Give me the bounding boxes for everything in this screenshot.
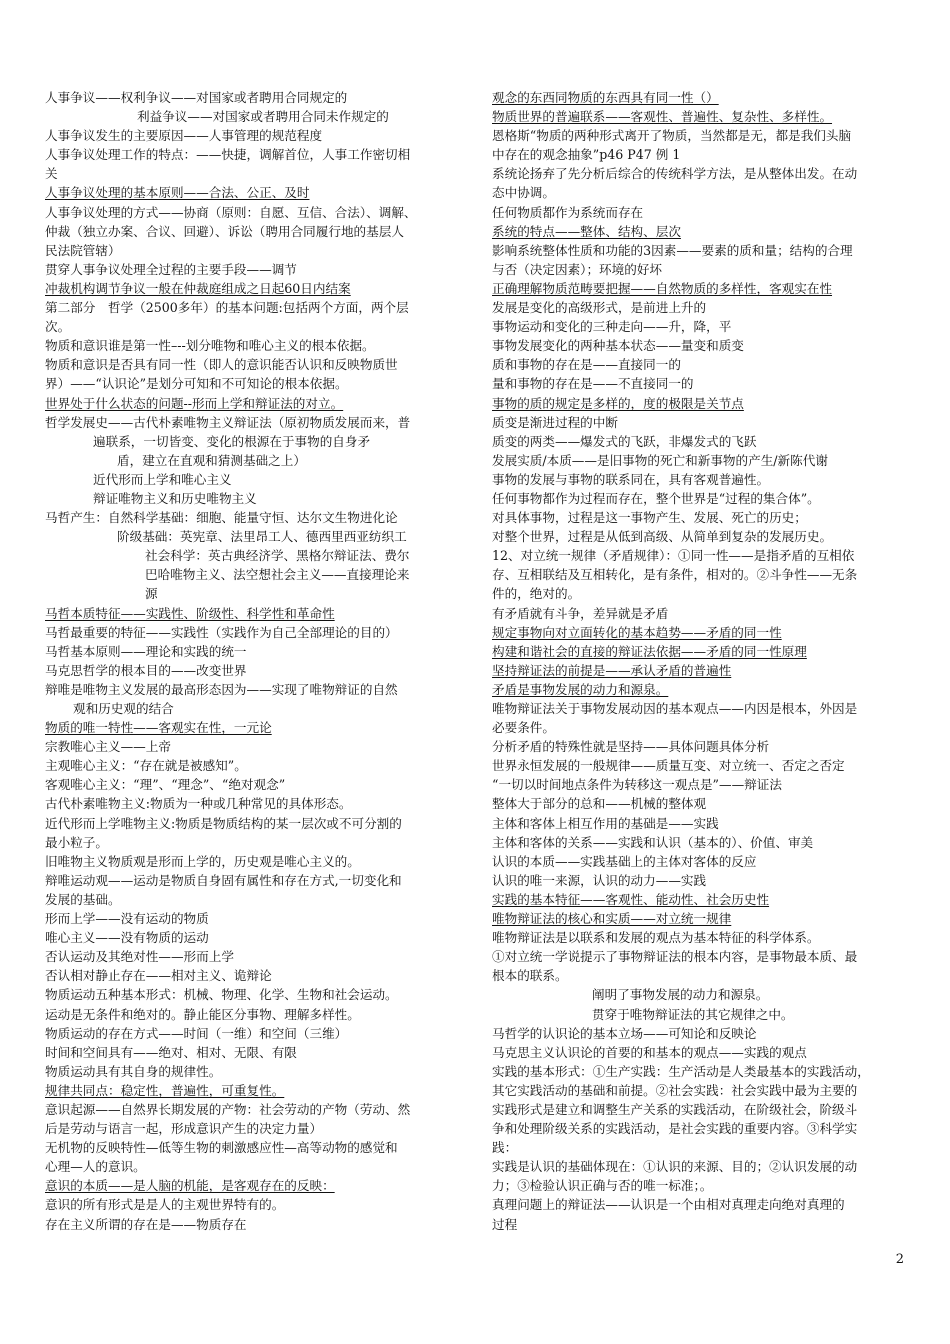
text-line: 人事争议发生的主要原因——人事管理的规范程度 [45, 128, 323, 144]
text-line: 唯心主义——没有物质的运动 [45, 930, 209, 946]
text-line: 系统论扬弃了先分析后综合的传统科学方法，是从整体出发。在动 [492, 166, 858, 182]
text-line: ①对立统一学说提示了事物辩证法的根本内容，是事物最本质、最 [492, 949, 858, 965]
text-line: 质和事物的存在是——直接同一的 [492, 357, 681, 373]
text-line: 马哲最重要的特征——实践性（实践作为自己全部理论的目的） [45, 624, 398, 640]
text-line: 事物运动和变化的三种走向——升，降，平 [492, 319, 732, 335]
text-line: 整体大于部分的总和——机械的整体观 [492, 796, 707, 812]
page-number: 2 [895, 1252, 904, 1267]
text-line: 马哲基本原则——理论和实践的统一 [45, 643, 247, 659]
text-line: 事物发展变化的两种基本状态——量变和质变 [492, 338, 744, 354]
text-line: 意识起源——自然界长期发展的产物：社会劳动的产物（劳动、然 [45, 1101, 411, 1117]
text-line: 分析矛盾的特殊性就是坚持——具体问题具体分析 [492, 739, 770, 755]
text-line: 世界处于什么状态的问题--形而上学和辩证法的对立。 [45, 395, 344, 411]
text-line: 形而上学——没有运动的物质 [45, 911, 209, 927]
text-line: 人事争议处理的基本原则——合法、公正、及时 [45, 185, 310, 201]
text-line: 其它实践活动的基础和前提。②社会实践：社会实践中最为主要的 [492, 1082, 858, 1098]
text-line: 马克思哲学的根本目的——改变世界 [45, 662, 247, 678]
text-line: 任何物质都作为系统而存在 [492, 204, 644, 220]
text-line: 宗教唯心主义——上帝 [45, 739, 171, 755]
text-line: 界）——“认识论”是划分可知和不可知论的根本依据。 [45, 376, 348, 392]
text-line: 矛盾是事物发展的动力和源泉。 [492, 681, 669, 697]
text-line: 贯穿于唯物辩证法的其它规律之中。 [592, 1006, 794, 1022]
text-line: 实践是认识的基础体现在：①认识的来源、目的；②认识发展的动 [492, 1159, 858, 1175]
text-line: 过程 [492, 1216, 518, 1232]
text-line: 民法院管辖） [45, 242, 121, 258]
text-line: 主体和客体上相互作用的基础是——实践 [492, 815, 719, 831]
text-line: 人事争议处理工作的特点：——快捷，调解首位，人事工作密切相 [45, 147, 411, 163]
text-line: 次。 [45, 319, 71, 335]
text-line: 规定事物向对立面转化的基本趋势——矛盾的同一性 [492, 624, 782, 640]
text-line: 有矛盾就有斗争，差异就是矛盾 [492, 605, 669, 621]
text-line: 物质运动五种基本形式：机械、物理、化学、生物和社会运动。 [45, 987, 398, 1003]
text-line: 唯物辩证法是以联系和发展的观点为基本特征的科学体系。 [492, 930, 820, 946]
text-line: 巴哈唯物主义、法空想社会主义——直接理论来 [145, 567, 410, 583]
text-line: 存在主义所谓的存在是——物质存在 [45, 1216, 247, 1232]
text-line: 量和事物的存在是——不直接同一的 [492, 376, 694, 392]
text-line: 事物的发展与事物的联系同在，具有客观普遍性。 [492, 471, 770, 487]
text-line: 阐明了事物发展的动力和源泉。 [592, 987, 769, 1003]
text-line: 运动是无条件和绝对的。静止能区分事物、理解多样性。 [45, 1006, 360, 1022]
text-line: 世界永恒发展的一般规律——质量互变、对立统一、否定之否定 [492, 758, 845, 774]
text-line: 唯物辩证法关于事物发展动因的基本观点——内因是根本，外因是 [492, 701, 858, 716]
text-line: 实践的基本特征——客观性、能动性、社会历史性 [492, 891, 770, 907]
text-line: 唯物辩证法的核心和实质——对立统一规律 [492, 911, 732, 927]
text-line: 件的，绝对的。 [492, 586, 581, 602]
text-line: 坚持辩证法的前提是——承认矛盾的普遍性 [492, 662, 732, 678]
text-line: 辩证唯物主义和历史唯物主义 [93, 490, 257, 506]
text-line: 贯穿人事争议处理全过程的主要手段——调节 [45, 261, 297, 277]
text-line: 人事争议——权利争议——对国家或者聘用合同规定的 [45, 90, 348, 105]
text-line: 中存在的观念抽象”p46 P47 例 1 [492, 147, 681, 163]
text-line: 物质和意识谁是第一性–--划分唯物和唯心主义的根本依据。 [45, 338, 375, 354]
text-line: “一切以时间地点条件为转移这一观点是”——辩证法 [492, 777, 782, 793]
text-line: 必要条件。 [492, 720, 555, 736]
text-line: 仲裁（独立办案、合议、回避）、诉讼（聘用合同履行地的基层人 [45, 223, 404, 239]
text-line: 最小粒子。 [45, 834, 108, 850]
text-line: 对具体事物，过程是这一事物产生、发展、死亡的历史； [492, 510, 807, 526]
text-line: 近代形而上学唯物主义:物质是物质结构的某一层次或不可分割的 [45, 815, 402, 831]
text-line: 认识的本质——实践基础上的主体对客体的反应 [492, 853, 757, 869]
text-line: 盾，建立在直观和猜测基础之上） [117, 452, 306, 468]
text-line: 关 [45, 166, 58, 182]
text-line: 社会科学：英古典经济学、黑格尔辩证法、费尔 [145, 548, 410, 564]
text-line: 发展实质/本质——是旧事物的死亡和新事物的产生/新陈代谢 [492, 452, 828, 468]
text-line: 否认相对静止存在——相对主义、诡辩论 [45, 968, 272, 984]
text-line: 物质的唯一特性——客观实在性，一元论 [45, 720, 272, 736]
text-line: 源 [145, 586, 158, 602]
text-line: 力；③检验认识正确与否的唯一标准；。 [492, 1178, 713, 1194]
text-line: 发展是变化的高级形式，是前进上升的 [492, 300, 707, 316]
text-line: 辩唯运动观——运动是物质自身固有属性和存在方式,一切变化和 [45, 872, 402, 888]
text-line: 近代形而上学和唯心主义 [93, 471, 232, 487]
text-line: 马哲本质特征——实践性、阶级性、科学性和革命性 [45, 605, 335, 621]
text-line: 马克思主义认识论的首要的和基本的观点——实践的观点 [492, 1044, 807, 1060]
text-line: 态中协调。 [492, 185, 555, 201]
text-line: 实践形式是建立和调整生产关系的实践活动，在阶级社会，阶级斗 [492, 1101, 858, 1117]
text-line: 物质运动的存在方式——时间（一维）和空间（三维） [45, 1025, 348, 1041]
text-line: 意识的所有形式是是人的主观世界特有的。 [45, 1197, 285, 1213]
text-line: 马哲产生：自然科学基础：细胞、能量守恒、达尔文生物进化论 [45, 510, 398, 526]
text-line: 事物的质的规定是多样的，度的极限是关节点 [492, 395, 744, 411]
text-line: 辩唯是唯物主义发展的最高形态因为——实现了唯物辩证的自然 [45, 681, 398, 697]
text-line: 任何事物都作为过程而存在，整个世界是“过程的集合体”。 [492, 490, 820, 506]
text-line: 后是劳动与语言一起，形成意识产生的决定力量） [45, 1121, 323, 1137]
text-line: 系统的特点——整体、结构、层次 [492, 223, 681, 239]
text-line: 根本的联系。 [492, 968, 568, 984]
text-line: 旧唯物主义物质观是形而上学的，历史观是唯心主义的。 [45, 853, 360, 869]
text-line: 恩格斯“物质的两种形式离开了物质，当然都是无，都是我们头脑 [492, 128, 852, 144]
text-line: 利益争议——对国家或者聘用合同未作规定的 [137, 109, 389, 125]
text-line: 构建和谐社会的直接的辩证法依据——矛盾的同一性原理 [492, 643, 807, 659]
text-line: 观和历史观的结合 [73, 701, 174, 716]
text-line: 冲裁机构调节争议一般在仲裁庭组成之日起60日内结案 [45, 280, 351, 296]
text-line: 哲学发展史——古代朴素唯物主义辩证法（原初物质发展而来，普 [45, 414, 411, 430]
text-line: 物质和意识是否具有同一性（即人的意识能否认识和反映物质世 [45, 357, 398, 373]
text-line: 观念的东西同物质的东西具有同一性（） [492, 90, 719, 105]
text-line: 阶级基础：英宪章、法里昂工人、德西里西亚纺织工 [117, 529, 407, 545]
text-line: 古代朴素唯物主义:物质为一种或几种常见的具体形态。 [45, 796, 352, 812]
text-line: 与否（决定因素）；环境的好坏 [492, 261, 663, 277]
text-line: 主体和客体的关系——实践和认识（基本的）、价值、审美 [492, 834, 814, 850]
text-line: 争和处理阶级关系的实践活动，是社会实践的重要内容。③科学实 [492, 1121, 858, 1137]
text-line: 12、对立统一规律（矛盾规律）：①同一性——是指矛盾的互相依 [492, 548, 855, 564]
text-line: 马哲学的认识论的基本立场——可知论和反映论 [492, 1025, 757, 1041]
text-line: 发展的基础。 [45, 891, 121, 907]
text-line: 践： [492, 1140, 518, 1156]
text-line: 否认运动及其绝对性——形而上学 [45, 949, 234, 965]
text-line: 时间和空间具有——绝对、相对、无限、有限 [45, 1044, 297, 1060]
text-line: 遍联系，一切皆变、变化的根源在于事物的自身矛 [93, 433, 371, 449]
text-line: 人事争议处理的方式——协商（原则：自愿、互信、合法）、调解、 [45, 204, 417, 220]
text-line: 物质世界的普遍联系——客观性、普遍性、复杂性、多样性。 [492, 109, 833, 125]
text-line: 心理—人的意识。 [45, 1159, 146, 1175]
text-line: 物质运动具有其自身的规律性。 [45, 1063, 222, 1079]
text-line: 质变是渐进过程的中断 [492, 414, 618, 430]
text-line: 意识的本质——是人脑的机能，是客观存在的反映： [45, 1178, 335, 1194]
text-line: 真理问题上的辩证法——认识是一个由相对真理走向绝对真理的 [492, 1197, 845, 1213]
text-line: 主观唯心主义：“存在就是被感知”。 [45, 758, 247, 774]
right-column [492, 88, 908, 1234]
text-line: 质变的两类——爆发式的飞跃，非爆发式的飞跃 [492, 433, 757, 449]
text-line: 无机物的反映特性—低等生物的刺激感应性—高等动物的感觉和 [45, 1140, 398, 1156]
text-line: 客观唯心主义：“理”、“理念”、“绝对观念” [45, 777, 286, 793]
text-line: 认识的唯一来源，认识的动力——实践 [492, 872, 707, 888]
text-line: 实践的基本形式：①生产实践：生产活动是人类最基本的实践活动， [492, 1063, 870, 1079]
text-line: 规律共同点：稳定性，普遍性，可重复性。 [45, 1082, 285, 1098]
text-line: 正确理解物质范畴要把握——自然物质的多样性，客观实在性 [492, 280, 833, 296]
text-line: 对整个世界，过程是从低到高级、从简单到复杂的发展历史。 [492, 529, 833, 545]
text-line: 影响系统整体性质和功能的3因素——要素的质和量；结构的合理 [492, 242, 853, 258]
left-column [45, 88, 465, 1234]
text-line: 第二部分 哲学（2500多年）的基本问题:包括两个方面，两个层 [45, 300, 409, 316]
text-line: 存、互相联结及互相转化，是有条件，相对的。②斗争性——无条 [492, 567, 858, 583]
